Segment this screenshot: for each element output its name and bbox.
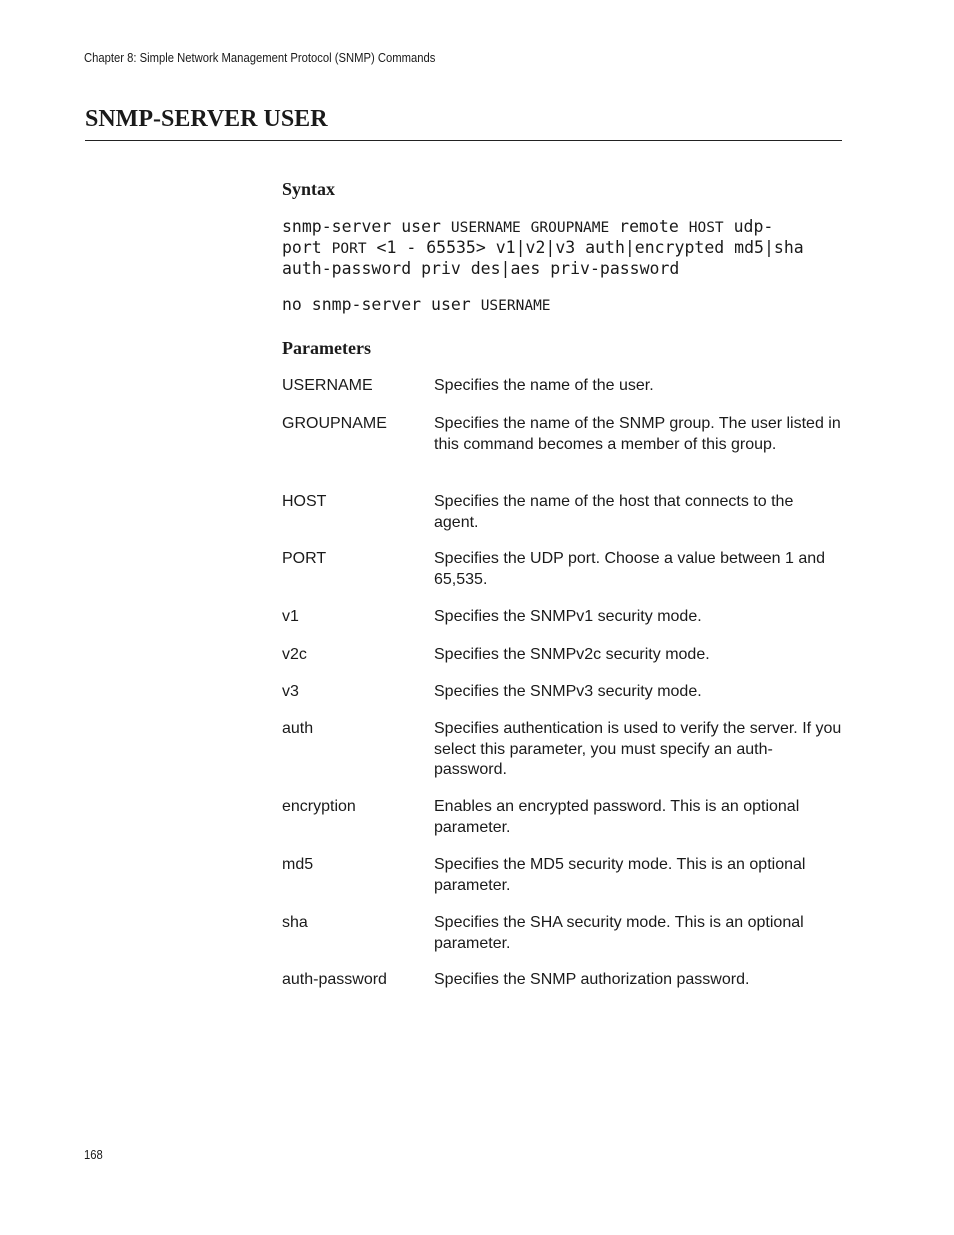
- parameter-description: Specifies the name of the SNMP group. The user listed in this command becomes a member of this group.: [434, 415, 841, 453]
- syntax-text: no snmp-server user: [282, 295, 481, 314]
- parameter-name: HOST: [282, 493, 327, 510]
- page-number: 168: [84, 1148, 103, 1162]
- parameter-name: GROUPNAME: [282, 415, 387, 432]
- parameters-heading: Parameters: [282, 338, 371, 358]
- syntax-heading: Syntax: [282, 179, 336, 199]
- parameter-description: Specifies the name of the user.: [434, 377, 654, 394]
- placeholder-username: USERNAME: [480, 298, 551, 314]
- syntax-text: snmp-server user: [282, 217, 451, 236]
- parameter-name: auth-password: [282, 971, 387, 988]
- parameter-name: auth: [282, 720, 314, 737]
- syntax-text: [521, 217, 531, 236]
- parameter-name: v2c: [282, 646, 307, 663]
- parameter-description: Specifies the UDP port. Choose a value between 1 and 65,535.: [434, 550, 826, 588]
- syntax-text: port: [282, 238, 332, 257]
- syntax-no-form: [282, 295, 551, 316]
- parameter-description: Specifies the name of the host that connects to the agent.: [434, 493, 794, 531]
- syntax-text: auth-password priv des|aes priv-password: [282, 259, 680, 278]
- parameter-description: Specifies the SNMPv3 security mode.: [434, 683, 702, 700]
- placeholder-groupname: GROUPNAME: [530, 220, 610, 236]
- parameter-name: sha: [282, 914, 308, 931]
- parameter-description: Specifies the SNMPv2c security mode.: [434, 646, 710, 663]
- placeholder-port: PORT: [331, 241, 367, 257]
- parameter-description: Specifies authentication is used to verify the server. If you select this parameter, you must specify an auth-password.: [434, 720, 842, 778]
- parameter-name: PORT: [282, 550, 327, 567]
- parameter-description: Specifies the SNMP authorization password.: [434, 971, 750, 988]
- parameter-name: encryption: [282, 798, 356, 815]
- syntax-text: udp-: [723, 217, 774, 236]
- syntax-text: <1 - 65535> v1|v2|v3 auth|encrypted md5|sha: [366, 238, 804, 257]
- parameter-name: md5: [282, 856, 314, 873]
- parameter-description: Enables an encrypted password. This is an optional parameter.: [434, 798, 800, 836]
- placeholder-username: USERNAME: [450, 220, 521, 236]
- parameter-description: Specifies the SHA security mode. This is an optional parameter.: [434, 914, 804, 952]
- parameter-description: Specifies the SNMPv1 security mode.: [434, 608, 702, 625]
- page-title: SNMP-SERVER USER: [85, 106, 328, 132]
- placeholder-host: HOST: [688, 220, 724, 236]
- parameter-description: Specifies the MD5 security mode. This is an optional parameter.: [434, 856, 806, 894]
- syntax-command: [282, 217, 804, 279]
- syntax-text: remote: [609, 217, 689, 236]
- parameter-name: USERNAME: [282, 377, 373, 394]
- running-head: Chapter 8: Simple Network Management Protocol (SNMP) Commands: [84, 51, 436, 65]
- title-rule: [85, 140, 842, 141]
- parameter-name: v1: [282, 608, 299, 625]
- parameter-name: v3: [282, 683, 299, 700]
